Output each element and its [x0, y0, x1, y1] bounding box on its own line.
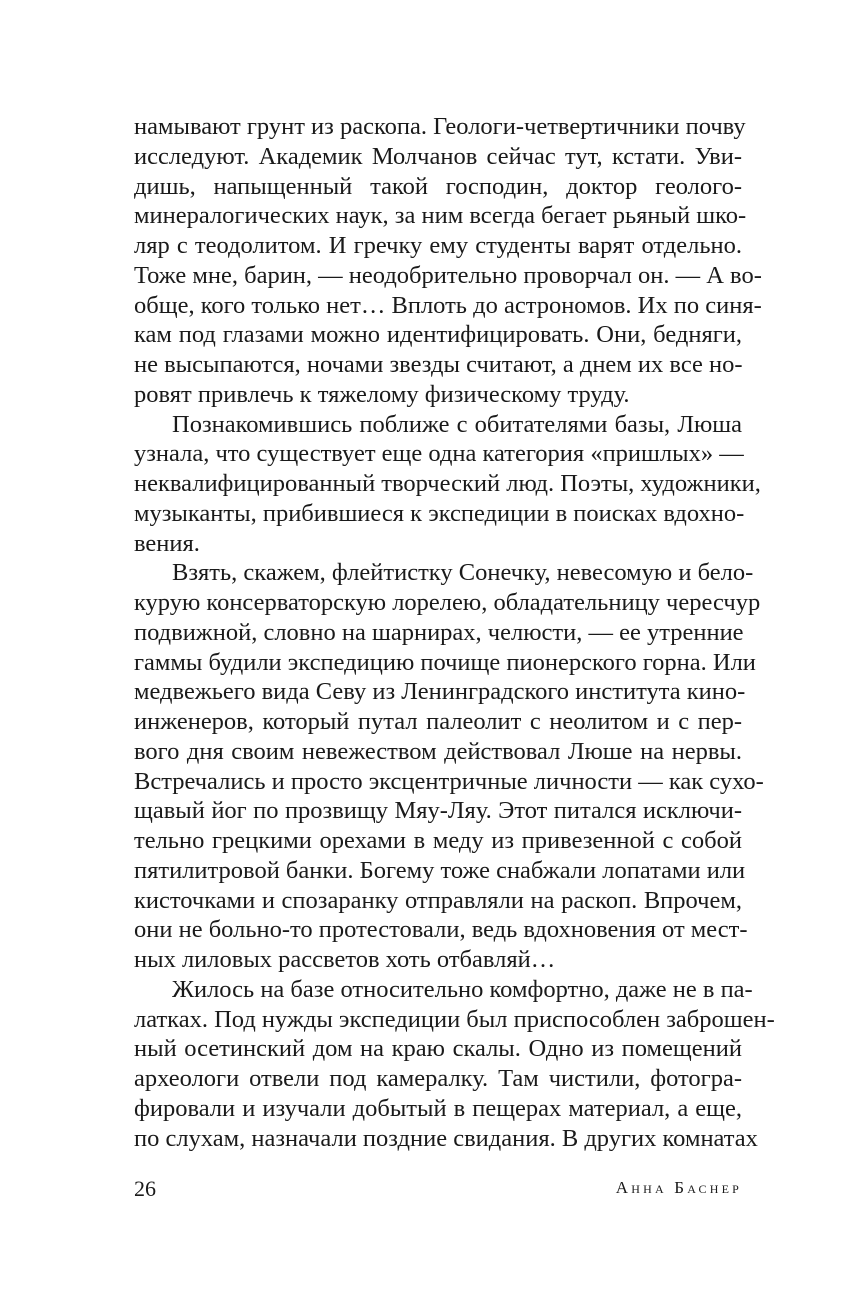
text-line: исследуют. Академик Молчанов сейчас тут, кстати. Уви-	[134, 142, 742, 170]
text-line: латках. Под нужды экспедиции был приспособлен заброшен-	[134, 1005, 775, 1033]
page-number: 26	[134, 1176, 156, 1201]
text-line: Встречались и просто эксцентричные личности — как сухо-	[134, 767, 764, 795]
text-line: вения.	[134, 529, 200, 557]
text-line: ных лиловых рассветов хоть отбавляй…	[134, 946, 556, 973]
text-line: ляр с теодолитом. И гречку ему студенты варят отдельно.	[134, 232, 742, 259]
page-body	[134, 112, 775, 1153]
text-line: курую консерваторскую лорелею, обладательницу чересчур	[134, 589, 761, 616]
text-line: по слухам, назначали поздние свидания. В других комнатах	[134, 1124, 758, 1152]
text-line: ровят привлечь к тяжелому физическому труду.	[134, 380, 630, 408]
text-line: фировали и изучали добытый в пещерах материал, а еще,	[134, 1094, 742, 1122]
text-line: пятилитровой банки. Богему тоже снабжали лопатами или	[134, 856, 746, 884]
text-line: подвижной, словно на шарнирах, челюсти, — ее утренние	[134, 618, 744, 646]
text-line: Взять, скажем, флейтистку Сонечку, невесомую и бело-	[172, 559, 754, 587]
text-line: Познакомившись поближе с обитателями базы, Люша	[172, 410, 742, 438]
text-line: Жилось на базе относительно комфортно, даже не в па-	[172, 975, 753, 1003]
text-line: кам под глазами можно идентифицировать. Они, бедняги,	[134, 321, 742, 349]
text-line: гаммы будили экспедицию почище пионерского горна. Или	[134, 648, 756, 676]
text-line: они не больно-то протестовали, ведь вдохновения от мест-	[134, 916, 748, 944]
text-line: медвежьего вида Севу из Ленинградского института кино-	[134, 678, 746, 706]
text-line: обще, кого только нет… Вплоть до астрономов. Их по синя-	[134, 291, 762, 319]
page-footer	[134, 1176, 742, 1206]
text-line: узнала, что существует еще одна категория «пришлых» —	[134, 440, 744, 468]
text-line: тельно грецкими орехами в меду из привезенной с собой	[134, 827, 742, 854]
text-line: дишь, напыщенный такой господин, доктор геолого-	[134, 172, 742, 200]
text-line: намывают грунт из раскопа. Геологи-четвертичники почву	[134, 113, 746, 140]
text-line: щавый йог по прозвищу Мяу-Ляу. Этот питался исключи-	[134, 797, 742, 825]
text-line: кисточками и спозаранку отправляли на раскоп. Впрочем,	[134, 886, 742, 914]
text-line: вого дня своим невежеством действовал Люше на нервы.	[134, 737, 742, 765]
text-line: не высыпаются, ночами звезды считают, а днем их все но-	[134, 351, 743, 378]
text-line: Тоже мне, барин, — неодобрительно проворчал он. — А во-	[134, 261, 762, 289]
text-line: археологи отвели под камералку. Там чистили, фотогра-	[134, 1065, 742, 1092]
text-line: неквалифицированный творческий люд. Поэты, художники,	[134, 470, 761, 497]
text-line: минералогических наук, за ним всегда бегает рьяный шко-	[134, 202, 747, 230]
text-line: ный осетинский дом на краю скалы. Одно из помещений	[134, 1035, 742, 1063]
text-line: музыканты, прибившиеся к экспедиции в поисках вдохно-	[134, 499, 745, 527]
text-line: инженеров, который путал палеолит с неолитом и с пер-	[134, 708, 742, 735]
running-author: Анна Баснер	[615, 1178, 742, 1197]
